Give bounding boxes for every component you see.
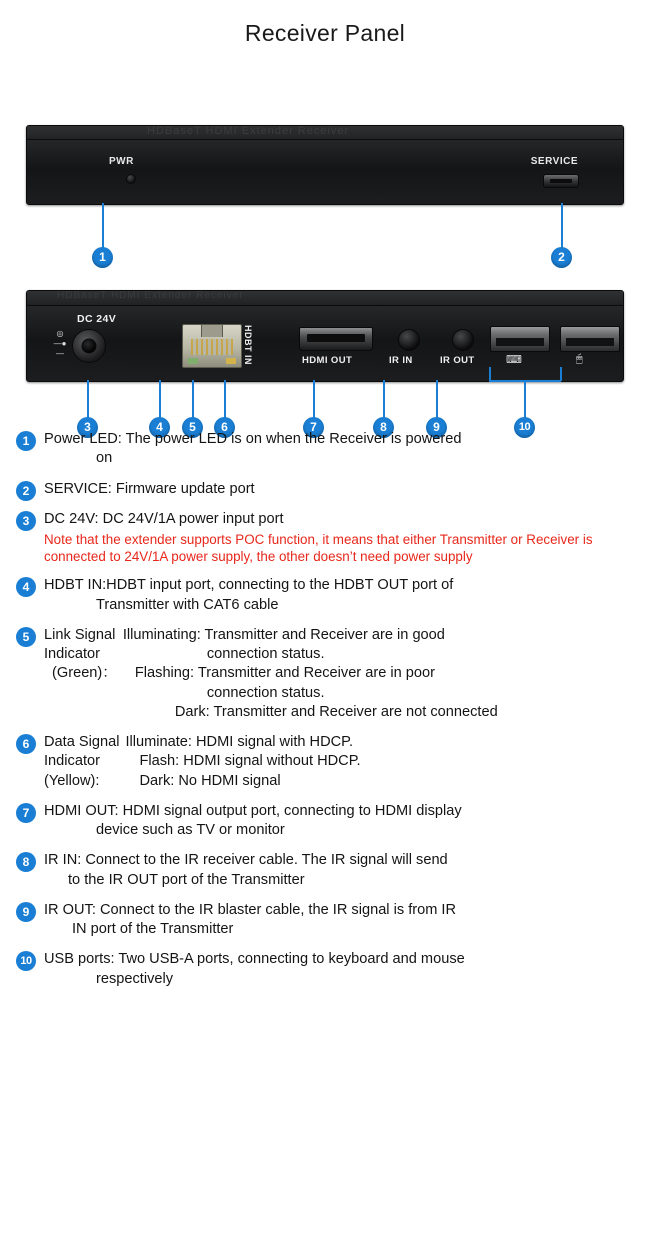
- dc-power-jack: [72, 329, 106, 363]
- legend-item-5-desc-5: Dark: Transmitter and Receiver are not connected: [174, 703, 498, 720]
- legend-item-5: [0, 626, 650, 722]
- ir-in-label: IR IN: [389, 355, 413, 366]
- leader-line-10-left-branch: [489, 367, 491, 381]
- legend-badge-1: 1: [16, 431, 36, 451]
- front-panel-top-strip: [27, 126, 623, 140]
- ir-out-label: IR OUT: [440, 355, 475, 366]
- leader-line-2: [561, 203, 563, 248]
- legend-item-6-label-2: Indicator: [44, 753, 100, 770]
- legend-item-6-table: [44, 733, 361, 791]
- legend-badge-6: 6: [16, 734, 36, 754]
- receiver-front-panel: [26, 125, 624, 205]
- legend-item-10-text-line2: respectively: [96, 970, 174, 987]
- leader-line-9: [436, 380, 438, 418]
- receiver-rear-panel: [26, 290, 624, 382]
- legend-item-8: [0, 851, 650, 890]
- page-title: Receiver Panel: [244, 20, 406, 46]
- rear-panel-brand-text: HDBaseT HDMI Extender Receiver: [57, 291, 244, 301]
- legend-item-9: [0, 901, 650, 940]
- legend-item-4-text: HDBT IN:HDBT input port, connecting to the HDBT OUT port of: [44, 577, 454, 594]
- legend-badge-5: 5: [16, 627, 36, 647]
- hdmi-out-label: HDMI OUT: [302, 355, 353, 366]
- callout-badge-4: 4: [149, 417, 170, 438]
- legend-item-4-text-line2: Transmitter with CAT6 cable: [96, 596, 279, 613]
- legend-item-3: [0, 510, 650, 566]
- legend-item-6-desc-1: Illuminate: HDMI signal with HDCP.: [125, 734, 354, 751]
- callout-badge-2: 2: [551, 247, 572, 268]
- legend-item-5-label-3: (Green)：: [52, 665, 117, 682]
- mouse-icon: 🖱: [576, 353, 583, 365]
- legend-item-5-desc-4: connection status.: [206, 684, 325, 701]
- legend-item-5-desc-2: connection status.: [206, 646, 325, 663]
- legend-item-5-desc-3: Flashing: Transmitter and Receiver are in poor: [134, 665, 435, 682]
- callout-badge-7: 7: [303, 417, 324, 438]
- legend-item-7-text-line2: device such as TV or monitor: [96, 822, 285, 839]
- legend-item-1-text-line2: on: [96, 450, 113, 467]
- usb-a-port-2: [560, 326, 620, 352]
- callout-badge-8: 8: [373, 417, 394, 438]
- legend-item-9-text-line2: IN port of the Transmitter: [72, 921, 234, 938]
- legend-badge-7: 7: [16, 803, 36, 823]
- leader-line-10-stem: [524, 380, 526, 418]
- legend-item-2-text: SERVICE: Firmware update port: [44, 480, 255, 497]
- leader-line-1: [102, 203, 104, 248]
- legend-item-8-text-line2: to the IR OUT port of the Transmitter: [68, 871, 305, 888]
- legend-item-9-text: IR OUT: Connect to the IR blaster cable, the IR signal is from IR: [44, 901, 457, 918]
- rj45-pins: [191, 339, 233, 355]
- legend-item-5-table: [44, 626, 498, 722]
- legend-badge-8: 8: [16, 852, 36, 872]
- legend-item-6-label-1: Data Signal: [44, 734, 120, 751]
- legend-item-1-text: Power LED: The power LED is on when the Receiver is powered: [44, 431, 462, 447]
- legend-item-2: [0, 480, 650, 499]
- legend-item-7: [0, 802, 650, 841]
- legend-item-3-note: Note that the extender supports POC function, it means that either Transmitter or Receiver is connected to 24V/1A power supply, the other doesn’t need power supply: [44, 532, 593, 565]
- legend-item-6: [0, 733, 650, 791]
- leader-line-7: [313, 380, 315, 418]
- callout-badge-9: 9: [426, 417, 447, 438]
- callout-badge-5: 5: [182, 417, 203, 438]
- legend-item-6-label-3: (Yellow):: [44, 772, 100, 789]
- leader-line-10-right-branch: [560, 367, 562, 381]
- dc-24v-label: DC 24V: [77, 313, 117, 325]
- leader-line-4: [159, 380, 161, 418]
- legend-item-10: [0, 950, 650, 989]
- legend-item-5-label-1: Link Signal: [44, 626, 116, 643]
- legend-list: [0, 430, 650, 1000]
- front-panel-brand-text: HDBaseT HDMI Extender Receiver: [147, 126, 350, 137]
- service-micro-usb-port: [543, 174, 579, 188]
- pwr-label: PWR: [109, 156, 134, 167]
- leader-line-5: [192, 380, 194, 418]
- legend-item-3-text: DC 24V: DC 24V/1A power input port: [44, 510, 284, 527]
- data-signal-led-yellow: [226, 358, 236, 364]
- legend-item-1: [0, 430, 650, 469]
- ir-in-jack: [398, 329, 420, 351]
- leader-line-6: [224, 380, 226, 418]
- hdbt-in-rj45-port: [182, 324, 242, 368]
- ir-out-jack: [452, 329, 474, 351]
- rear-panel-top-strip: [27, 291, 623, 306]
- legend-item-8-text: IR IN: Connect to the IR receiver cable. The IR signal will send: [44, 852, 448, 869]
- legend-item-4: [0, 576, 650, 615]
- legend-item-6-desc-2: Flash: HDMI signal without HDCP.: [139, 753, 361, 770]
- hdmi-out-port: [299, 327, 373, 351]
- callout-badge-3: 3: [77, 417, 98, 438]
- legend-badge-3: 3: [16, 511, 36, 531]
- keyboard-icon: ⌨: [506, 354, 522, 366]
- usb-a-port-1: [490, 326, 550, 352]
- leader-line-3: [87, 380, 89, 418]
- callout-badge-1: 1: [92, 247, 113, 268]
- legend-item-5-desc-1: Illuminating: Transmitter and Receiver are in good: [122, 626, 445, 643]
- legend-badge-4: 4: [16, 577, 36, 597]
- callout-badge-10: 10: [514, 417, 535, 438]
- legend-item-7-text: HDMI OUT: HDMI signal output port, connecting to HDMI display: [44, 802, 462, 819]
- legend-badge-10: 10: [16, 951, 36, 971]
- link-signal-led-green: [188, 358, 198, 364]
- legend-badge-9: 9: [16, 902, 36, 922]
- polarity-symbol-icon: ◎ —●—: [53, 329, 67, 358]
- power-led-indicator: [126, 174, 136, 184]
- legend-item-5-label-2: Indicator: [44, 646, 100, 663]
- hdbt-in-label: HDBT IN: [243, 325, 253, 365]
- legend-badge-2: 2: [16, 481, 36, 501]
- legend-item-10-text: USB ports: Two USB-A ports, connecting to keyboard and mouse: [44, 951, 465, 968]
- callout-badge-6: 6: [214, 417, 235, 438]
- leader-line-8: [383, 380, 385, 418]
- legend-item-6-desc-3: Dark: No HDMI signal: [139, 772, 281, 789]
- service-label: SERVICE: [530, 156, 578, 167]
